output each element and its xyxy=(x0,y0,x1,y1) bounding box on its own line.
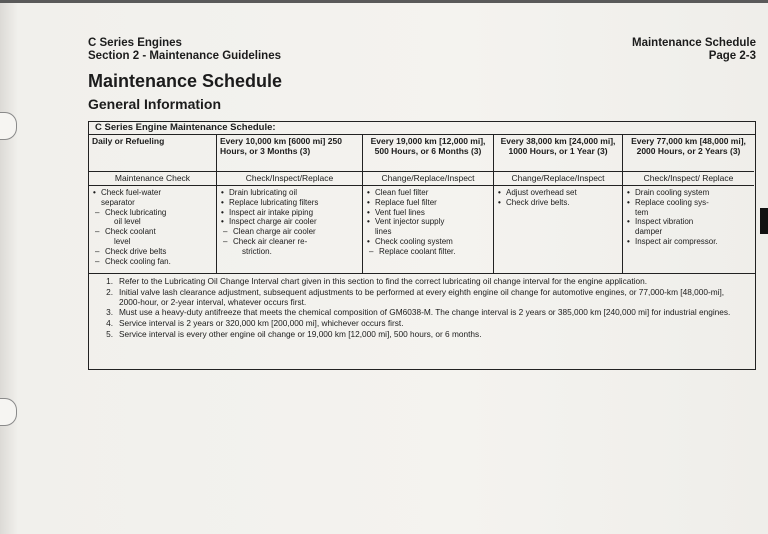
column-action: Maintenance Check xyxy=(89,172,216,186)
column-action: Change/Replace/Inspect xyxy=(494,172,622,186)
schedule-column xyxy=(623,135,754,273)
footnote-number: 4. xyxy=(106,318,113,329)
schedule-columns xyxy=(89,135,755,274)
footnote xyxy=(97,319,747,329)
footnote xyxy=(97,277,747,287)
footnote-text: Refer to the Lubricating Oil Change Interval chart given in this section to find the correct lubricating oil change interval for the engine application. xyxy=(119,276,648,286)
schedule-item: – Clean charge air cooler xyxy=(220,227,359,237)
footnote-text: Service interval is every other engine oil change or 19,000 km [12,000 mi], 500 hours, or 6 months. xyxy=(119,328,482,339)
schedule-item: – Check cooling fan. xyxy=(92,257,213,267)
page-title: Maintenance Schedule xyxy=(88,71,283,91)
schedule-item: • Inspect air compressor. xyxy=(626,237,751,247)
footnote xyxy=(97,308,747,318)
schedule-item: • Replace lubricating filters xyxy=(220,198,359,208)
schedule-item: • Replace fuel filter xyxy=(366,198,490,208)
page-number: Page 2-3 xyxy=(708,50,756,62)
column-action: Change/Replace/Inspect xyxy=(363,172,493,186)
section-title: Section 2 - Maintenance Guidelines xyxy=(88,50,281,62)
schedule-item: • Check fuel-water xyxy=(92,188,213,198)
column-items xyxy=(217,186,362,259)
schedule-item: • Replace cooling sys- xyxy=(626,198,751,208)
footnote-number: 3. xyxy=(106,307,113,318)
schedule-item: • Drain lubricating oil xyxy=(220,188,359,198)
schedule-item: • Check drive belts. xyxy=(497,198,619,208)
column-header: Every 10,000 km [6000 mi] 250 Hours, or 3 Months (3) xyxy=(217,135,362,172)
column-items xyxy=(623,186,754,249)
schedule-column xyxy=(217,135,363,273)
schedule-item: • Inspect vibration xyxy=(626,217,751,227)
footnote-text: Initial valve lash clearance adjustment, subsequent adjustments to be performed at every eighth engine oil change for automotive engines, or 77,000-km [48,000-mi], 2000-hour, or 2-year interval, whatever occurs first. xyxy=(119,286,725,307)
footnotes xyxy=(89,274,755,340)
maintenance-schedule-table xyxy=(88,121,756,370)
series-title: C Series Engines xyxy=(88,37,182,49)
schedule-column xyxy=(363,135,494,273)
section-tab-marker xyxy=(760,208,768,234)
schedule-item: tem xyxy=(635,207,649,217)
column-header: Every 38,000 km [24,000 mi], 1000 Hours, or 1 Year (3) xyxy=(494,135,622,172)
column-action: Check/Inspect/Replace xyxy=(217,172,362,186)
footnote xyxy=(97,330,747,340)
schedule-item: • Check cooling system xyxy=(366,237,490,247)
schedule-item: damper xyxy=(635,227,663,237)
schedule-item: • Inspect air intake piping xyxy=(220,208,359,218)
binder-hole xyxy=(0,398,17,426)
schedule-item: • Inspect charge air cooler xyxy=(220,217,359,227)
schedule-item: – Check drive belts xyxy=(92,247,213,257)
schedule-item: • Clean fuel filter xyxy=(366,188,490,198)
header-left xyxy=(88,37,281,63)
schedule-item: oil level xyxy=(114,217,141,227)
schedule-item: – Check coolant xyxy=(92,227,213,237)
column-items xyxy=(363,186,493,259)
schedule-item: • Vent injector supply xyxy=(366,217,490,227)
footnote-number: 2. xyxy=(106,286,113,297)
column-action: Check/Inspect/ Replace xyxy=(623,172,754,186)
footnote-number: 5. xyxy=(106,328,113,339)
schedule-item: – Check lubricating xyxy=(92,208,213,218)
schedule-item: • Vent fuel lines xyxy=(366,208,490,218)
column-header: Daily or Refueling xyxy=(89,135,216,172)
schedule-item: • Adjust overhead set xyxy=(497,188,619,198)
schedule-item: lines xyxy=(375,227,392,237)
footnote-text: Must use a heavy-duty antifreeze that meets the chemical composition of GM6038-M. The change interval is 2 years or 385,000 km [240,000 mi] for industrial engines. xyxy=(119,307,731,318)
footnote-text: Service interval is 2 years or 320,000 km [200,000 mi], whichever occurs first. xyxy=(119,318,404,329)
footnote-number: 1. xyxy=(106,276,113,286)
schedule-item: separator xyxy=(101,197,135,207)
binder-hole xyxy=(0,112,17,140)
chapter-title: Maintenance Schedule xyxy=(632,37,756,49)
schedule-column xyxy=(494,135,623,273)
header-right xyxy=(632,37,756,63)
scan-top-border xyxy=(0,0,768,3)
schedule-item: – Check air cleaner re- xyxy=(220,237,359,247)
schedule-column xyxy=(89,135,217,273)
column-header: Every 77,000 km [48,000 mi], 2000 Hours, or 2 Years (3) xyxy=(623,135,754,172)
schedule-item: striction. xyxy=(242,246,272,256)
column-header: Every 19,000 km [12,000 mi], 500 Hours, or 6 Months (3) xyxy=(363,135,493,172)
schedule-item: • Drain cooling system xyxy=(626,188,751,198)
column-items xyxy=(494,186,622,210)
schedule-item: – Replace coolant filter. xyxy=(366,247,490,257)
page-subtitle: General Information xyxy=(88,96,222,112)
column-items xyxy=(89,186,216,268)
footnote xyxy=(97,288,747,308)
schedule-item: level xyxy=(114,236,131,246)
table-caption: C Series Engine Maintenance Schedule: xyxy=(89,122,755,135)
